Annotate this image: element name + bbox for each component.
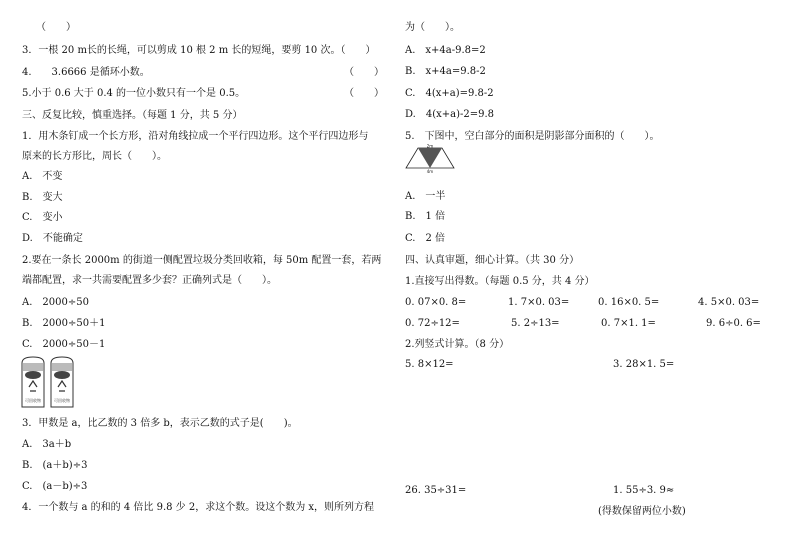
figure-bottom-label: 4m bbox=[426, 169, 434, 174]
section-heading-4: 四、认真审题，细心计算。（共 30 分） bbox=[405, 255, 580, 266]
vertical-calc-item: 5. 8×12= bbox=[405, 359, 454, 370]
judge-question-3: 3．一根 20 m长的长绳，可以剪成 10 根 2 m 长的短绳，要剪 10 次。（ ） bbox=[22, 45, 376, 56]
judge-question-5: 5.小于 0.6 大于 0.4 的一位小数只有一个是 0.5。 bbox=[22, 88, 246, 99]
calc-question-1: 1.直接写出得数。（每题 0.5 分，共 4 分） bbox=[405, 276, 595, 287]
calc-item: 0. 72÷12= bbox=[405, 318, 460, 329]
calc-item: 5. 2÷13= bbox=[511, 318, 560, 329]
option-c: C. 变小 bbox=[22, 212, 63, 223]
trapezoid-figure bbox=[404, 144, 456, 174]
option-a: A. 不变 bbox=[22, 171, 63, 182]
calc-item: 9. 6÷0. 6= bbox=[706, 318, 761, 329]
calc-item: 0. 7×1. 1= bbox=[601, 318, 656, 329]
vertical-calc-item: 1. 55÷3. 9≈ bbox=[613, 485, 675, 496]
option-d: D. 不能确定 bbox=[22, 233, 83, 244]
choice-question-1: 1．用木条钉成一个长方形，沿对角线拉成一个平行四边形。这个平行四边形与 bbox=[22, 131, 369, 142]
option-d: D. 4(x+a)-2=9.8 bbox=[405, 109, 495, 120]
judge-question-4: 4. 3.6666 是循环小数。 bbox=[22, 67, 150, 78]
rounding-note: (得数保留两位小数) bbox=[598, 506, 686, 517]
option-b: B. x+4a=9.8-2 bbox=[405, 66, 486, 77]
calc-item: 0. 16×0. 5= bbox=[598, 297, 660, 308]
option-a: A. 一半 bbox=[405, 191, 446, 202]
choice-question-2: 2.要在一条长 2000m 的街道一侧配置垃圾分类回收箱，每 50m 配置一套，若两 bbox=[22, 255, 382, 266]
figure-top-label: 2m bbox=[426, 144, 434, 149]
option-a: A. 2000÷50 bbox=[22, 297, 89, 308]
choice-question-5: 5. 下图中，空白部分的面积是阴影部分面积的（ ）。 bbox=[405, 131, 660, 142]
vertical-calc-item: 3. 28×1. 5= bbox=[613, 359, 675, 370]
question-blank: （ ） bbox=[36, 22, 76, 33]
calc-item: 0. 07×0. 8= bbox=[405, 297, 467, 308]
option-c: C. 2 倍 bbox=[405, 233, 446, 244]
calc-question-2: 2.列竖式计算。（8 分） bbox=[405, 339, 510, 350]
option-b: B. 变大 bbox=[22, 192, 63, 203]
option-b: B. 2000÷50＋1 bbox=[22, 318, 106, 329]
vertical-calc-item: 26. 35÷31= bbox=[405, 485, 467, 496]
option-b: B. 1 倍 bbox=[405, 211, 446, 222]
svg-text:可回收物: 可回收物 bbox=[25, 398, 41, 403]
option-c: C. 4(x+a)=9.8-2 bbox=[405, 88, 494, 99]
recycling-bin-icon bbox=[51, 357, 73, 407]
choice-question-2-cont: 端都配置，求一共需要配置多少套？正确列式是（ ）。 bbox=[22, 275, 277, 286]
option-a: A. 3a＋b bbox=[22, 439, 72, 450]
option-b: B. (a＋b)÷3 bbox=[22, 460, 88, 471]
option-c: C. (a－b)÷3 bbox=[22, 481, 88, 492]
option-c: C. 2000÷50－1 bbox=[22, 339, 106, 350]
choice-question-4: 4．一个数与 a 的和的 4 倍比 9.8 少 2，求这个数。设这个数为 x，则所列方程 bbox=[22, 502, 375, 513]
recycling-bins-image bbox=[20, 355, 78, 411]
section-heading-3: 三、反复比较，慎重选择。（每题 1 分，共 5 分） bbox=[22, 110, 243, 121]
choice-question-4-cont: 为（ ）。 bbox=[405, 22, 460, 33]
option-a: A. x+4a-9.8=2 bbox=[405, 45, 486, 56]
figure-mid-label: 中点 bbox=[438, 157, 446, 162]
svg-text:可回收物: 可回收物 bbox=[54, 398, 70, 403]
choice-question-1-cont: 原来的长方形比，周长（ ）。 bbox=[22, 151, 167, 162]
answer-blank: （ ） bbox=[344, 88, 384, 99]
answer-blank: （ ） bbox=[344, 67, 384, 78]
choice-question-3: 3．甲数是 a，比乙数的 3 倍多 b，表示乙数的式子是( )。 bbox=[22, 418, 298, 429]
calc-item: 4. 5×0. 03= bbox=[698, 297, 760, 308]
calc-item: 1. 7×0. 03= bbox=[508, 297, 570, 308]
recycling-bin-icon bbox=[22, 357, 44, 407]
